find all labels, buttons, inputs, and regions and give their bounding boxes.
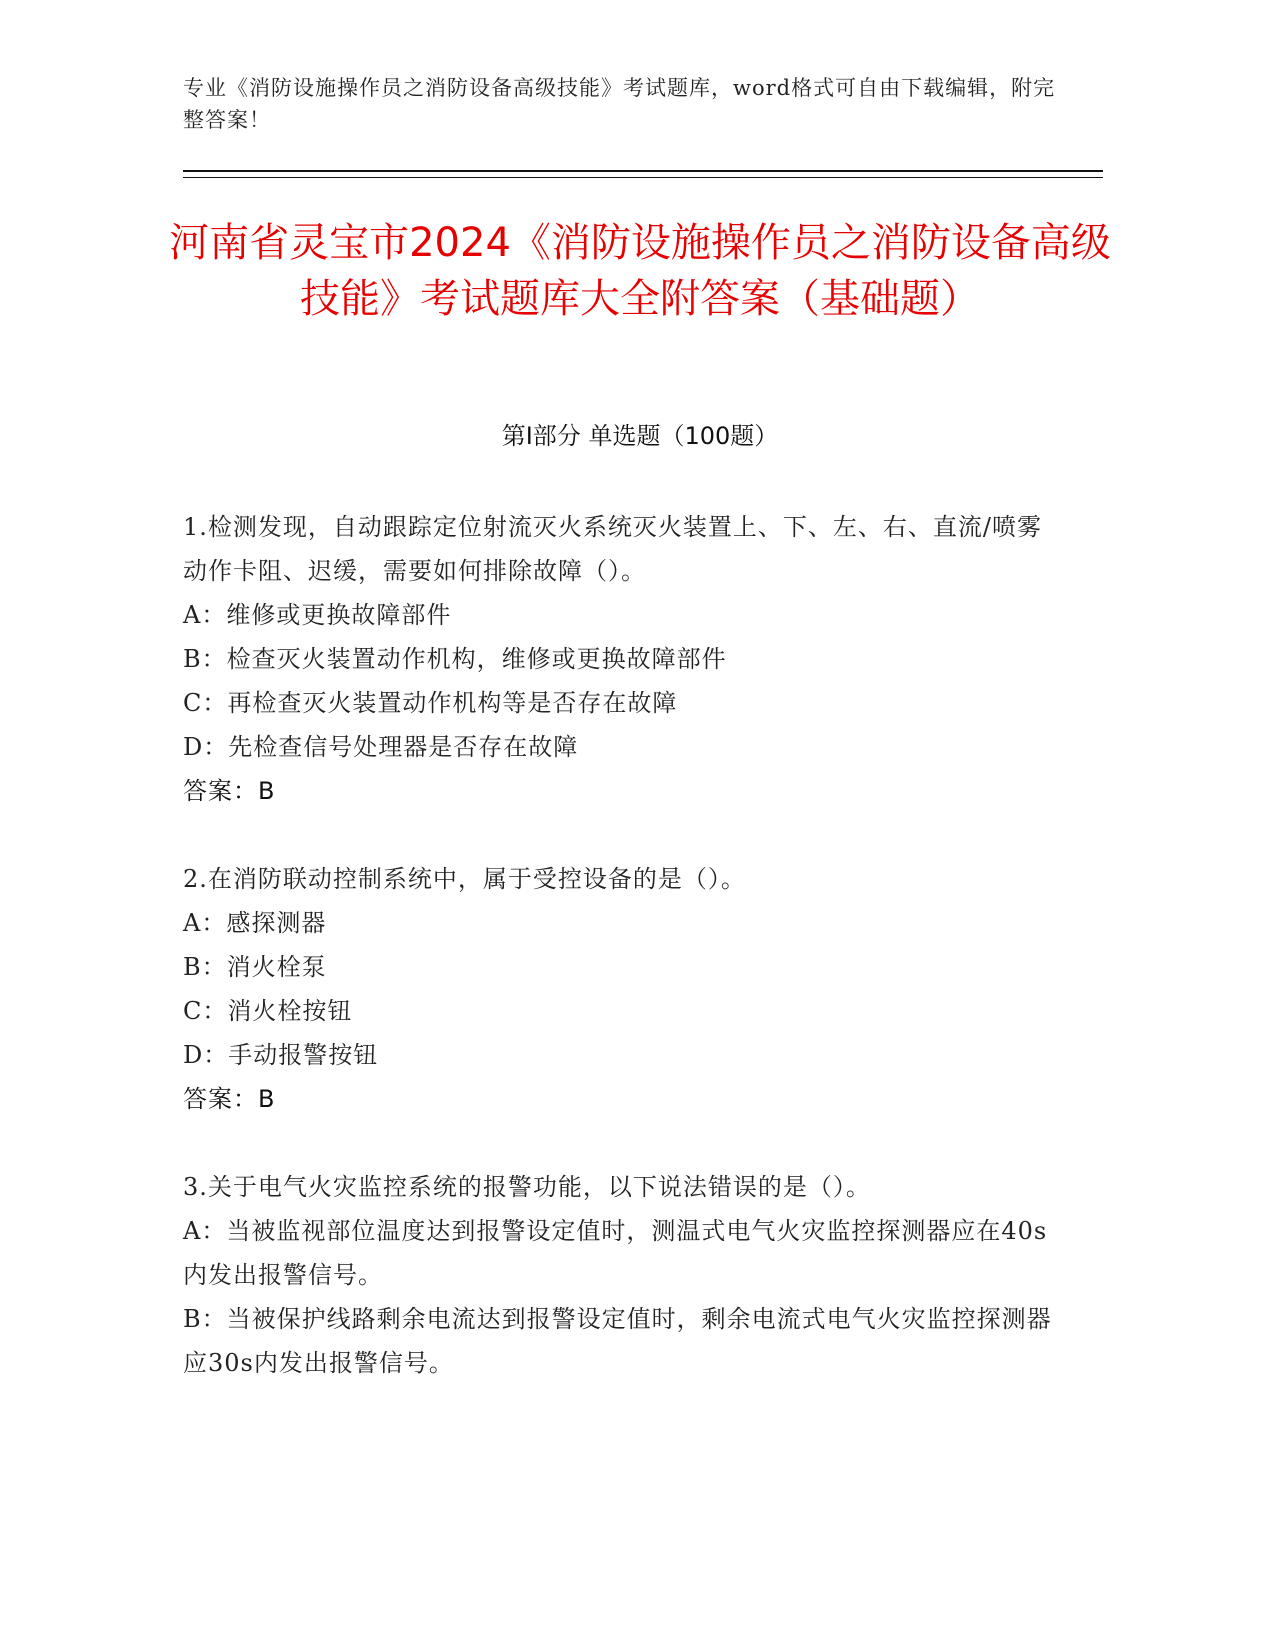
option-a: A：感探测器	[183, 909, 327, 937]
option-d: D：先检查信号处理器是否存在故障	[183, 733, 579, 761]
answer-line: 答案：B	[183, 1085, 276, 1113]
question-stem: 1.检测发现，自动跟踪定位射流灭火系统灭火装置上、下、左、右、直流/喷雾动作卡阻、迟缓，需要如何排除故障（）。	[183, 513, 1042, 585]
answer-line: 答案：B	[183, 777, 276, 805]
section-title: 第I部分 单选题（100题）	[501, 422, 779, 450]
question-stem: 2.在消防联动控制系统中，属于受控设备的是（）。	[183, 865, 746, 893]
option-b: B：消火栓泵	[183, 953, 327, 981]
option-a: A：当被监视部位温度达到报警设定值时，测温式电气火灾监控探测器应在40s内发出报警信号。	[183, 1217, 1048, 1289]
header-note: 专业《消防设施操作员之消防设备高级技能》考试题库，word格式可自由下载编辑，附完整答案！	[183, 76, 1056, 132]
option-a: A：维修或更换故障部件	[183, 601, 452, 629]
question-list	[183, 505, 1063, 1429]
option-c: C：再检查灭火装置动作机构等是否存在故障	[183, 689, 678, 717]
header-rule-thin	[183, 177, 1103, 178]
option-c: C：消火栓按钮	[183, 997, 353, 1025]
option-b: B：检查灭火装置动作机构，维修或更换故障部件	[183, 645, 727, 673]
question-1	[183, 505, 1063, 813]
option-d: D：手动报警按钮	[183, 1041, 379, 1069]
question-stem: 3.关于电气火灾监控系统的报警功能，以下说法错误的是（）。	[183, 1173, 871, 1201]
question-3	[183, 1165, 1063, 1385]
header-rule-thick	[183, 170, 1103, 172]
question-2	[183, 857, 1063, 1121]
document-title: 河南省灵宝市2024《消防设施操作员之消防设备高级技能》考试题库大全附答案（基础题）	[169, 220, 1111, 322]
option-b: B：当被保护线路剩余电流达到报警设定值时，剩余电流式电气火灾监控探测器应30s内发出报警信号。	[183, 1305, 1052, 1377]
